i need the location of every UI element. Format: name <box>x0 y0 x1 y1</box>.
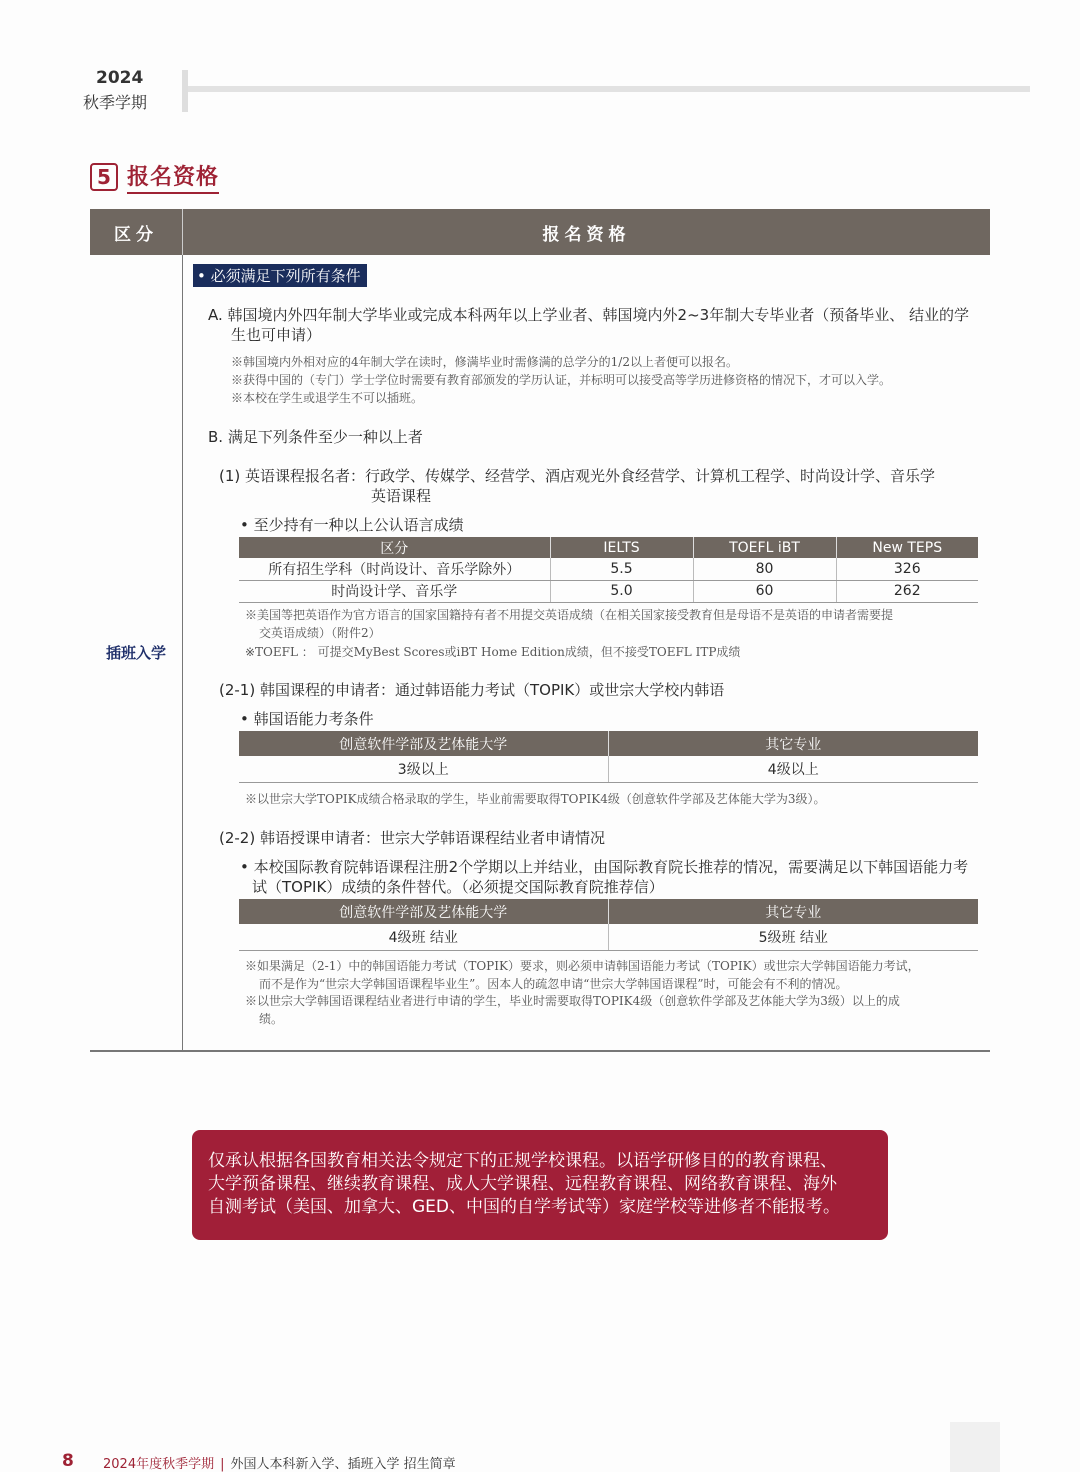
table-row <box>239 924 978 950</box>
footer-separator: | <box>220 1457 225 1472</box>
section-label: 报名资格 <box>127 160 219 194</box>
footer-subtitle: 外国人本科新入学、插班入学 招生简章 <box>230 1457 456 1472</box>
table-header-row <box>239 899 978 924</box>
notice-line: 大学预备课程、继续教育课程、成人大学课程、远程教育课程、网络教育课程、海外 <box>208 1174 837 1194</box>
section-number: 5 <box>90 163 118 191</box>
row-label-transfer: 插班入学 <box>105 644 166 662</box>
header-cell: New TEPS <box>836 537 978 558</box>
table-bottom-rule <box>90 1050 990 1052</box>
table-cell: 326 <box>836 558 978 580</box>
table-row <box>239 558 978 580</box>
table-header <box>90 209 990 255</box>
col-header-category: 区分 <box>114 224 158 245</box>
english-title-line2: 英语课程 <box>371 487 432 505</box>
header-cell: IELTS <box>550 537 693 558</box>
footer-title <box>103 1453 456 1472</box>
must-meet-text: 必须满足下列所有条件 <box>210 267 361 285</box>
english-title-line1: (1) 英语课程报名者：行政学、传媒学、经营学、酒店观光外食经营学、计算机工程学、时尚设计学、音乐学 <box>219 467 936 485</box>
cond-b-title: B. 满足下列条件至少一种以上者 <box>208 428 423 446</box>
cond-a-note: ※本校在学生或退学生不可以插班。 <box>231 391 424 405</box>
header-cell: 创意软件学部及艺体能大学 <box>239 731 608 756</box>
table-row <box>239 756 978 782</box>
table-header-row <box>239 537 978 558</box>
corner-decoration <box>950 1422 1000 1472</box>
header-cell: TOEFL iBT <box>693 537 836 558</box>
cond-a-note: ※获得中国的（专门）学士学位时需要有教育部颁发的学历认证，并标明可以接受高等学历进修资格的情况下，才可以入学。 <box>231 373 892 387</box>
english-note: ※美国等把英语作为官方语言的国家国籍持有者不用提交英语成绩（在相关国家接受教育但是母语不是英语的申请者需要提 <box>245 608 894 622</box>
header-cell: 创意软件学部及艺体能大学 <box>239 899 608 924</box>
notice-line: 仅承认根据各国教育相关法令规定下的正规学校课程。以语学研修目的的教育课程、 <box>208 1151 837 1171</box>
header-semester: 秋季学期 <box>83 93 148 112</box>
column-divider <box>182 255 183 1051</box>
section-title <box>90 160 219 194</box>
korean-course-note: ※以世宗大学韩国语课程结业者进行申请的学生，毕业时需要取得TOPIK4级（创意软件学部及艺体能大学为3级）以上的成 <box>245 994 900 1008</box>
page-number: 8 <box>62 1451 74 1471</box>
english-bullet: • 至少持有一种以上公认语言成绩 <box>240 516 464 534</box>
cond-a-line2: 生也可申请） <box>231 326 322 344</box>
cond-a-line1: A. 韩国境内外四年制大学毕业或完成本科两年以上学业者、韩国境内外2~3年制大专毕业者（预备毕业、 结业的学 <box>208 306 969 324</box>
table-cell: 80 <box>693 558 836 580</box>
korean-course-bullet-line2: 试（TOPIK）成绩的条件替代。（必须提交国际教育院推荐信） <box>252 878 664 896</box>
notice-box <box>192 1130 888 1240</box>
table-row <box>239 580 978 602</box>
korean-course-bullet-line1: • 本校国际教育院韩语课程注册2个学期以上并结业，由国际教育院长推荐的情况，需要满足以下韩国语能力考 <box>240 858 969 876</box>
english-score-table <box>239 537 978 603</box>
header-year: 2024 <box>96 68 144 88</box>
must-meet-highlight: • 必须满足下列所有条件 <box>193 264 367 287</box>
korean-course-table <box>239 899 978 951</box>
table-cell: 5.5 <box>550 558 693 580</box>
header-cell: 其它专业 <box>608 731 978 756</box>
header-cell: 区分 <box>239 537 550 558</box>
table-cell: 5级班 结业 <box>608 924 978 950</box>
col-header-eligibility: 报名资格 <box>542 224 631 245</box>
table-header-row <box>239 731 978 756</box>
notice-line: 自测考试（美国、加拿大、GED、中国的自学考试等）家庭学校等进修者不能报考。 <box>208 1197 841 1217</box>
cond-a-note: ※韩国境内外相对应的4年制大学在读时，修满毕业时需修满的总学分的1/2以上者便可以报名。 <box>231 355 738 369</box>
header-cell: 其它专业 <box>608 899 978 924</box>
korean-course-note: 绩。 <box>259 1012 284 1026</box>
topik-title: (2-1) 韩国课程的申请者：通过韩语能力考试（TOPIK）或世宗大学校内韩语 <box>219 681 725 699</box>
korean-course-note: 而不是作为“世宗大学韩国语课程毕业生”。因本人的疏忽申请“世宗大学韩国语课程”时，可能会有不利的情况。 <box>259 977 848 991</box>
table-cell: 60 <box>693 580 836 602</box>
table-cell: 3级以上 <box>239 756 608 782</box>
topik-note: ※以世宗大学TOPIK成绩合格录取的学生，毕业前需要取得TOPIK4级（创意软件学部及艺体能大学为3级）。 <box>245 792 826 806</box>
footer-title-main: 2024年度秋季学期 <box>103 1457 215 1472</box>
korean-course-title: (2-2) 韩语授课申请者：世宗大学韩语课程结业者申请情况 <box>219 829 605 847</box>
table-cell: 所有招生学科（时尚设计、音乐学除外） <box>239 558 550 580</box>
korean-course-note: ※如果满足（2-1）中的韩国语能力考试（TOPIK）要求，则必须申请韩国语能力考试（TOPIK）或世宗大学韩国语能力考试， <box>245 959 920 973</box>
topik-bullet: • 韩国语能力考条件 <box>240 710 374 728</box>
table-cell: 时尚设计学、音乐学 <box>239 580 550 602</box>
table-cell: 262 <box>836 580 978 602</box>
english-note: ※TOEFL ： 可提交MyBest Scores或iBT Home Edition成绩，但不接受TOEFL ITP成绩 <box>245 645 741 659</box>
english-note: 交英语成绩）（附件2） <box>259 626 381 640</box>
table-cell: 4级班 结业 <box>239 924 608 950</box>
table-cell: 4级以上 <box>608 756 978 782</box>
table-cell: 5.0 <box>550 580 693 602</box>
topik-table <box>239 731 978 783</box>
header-rule <box>188 86 1030 92</box>
